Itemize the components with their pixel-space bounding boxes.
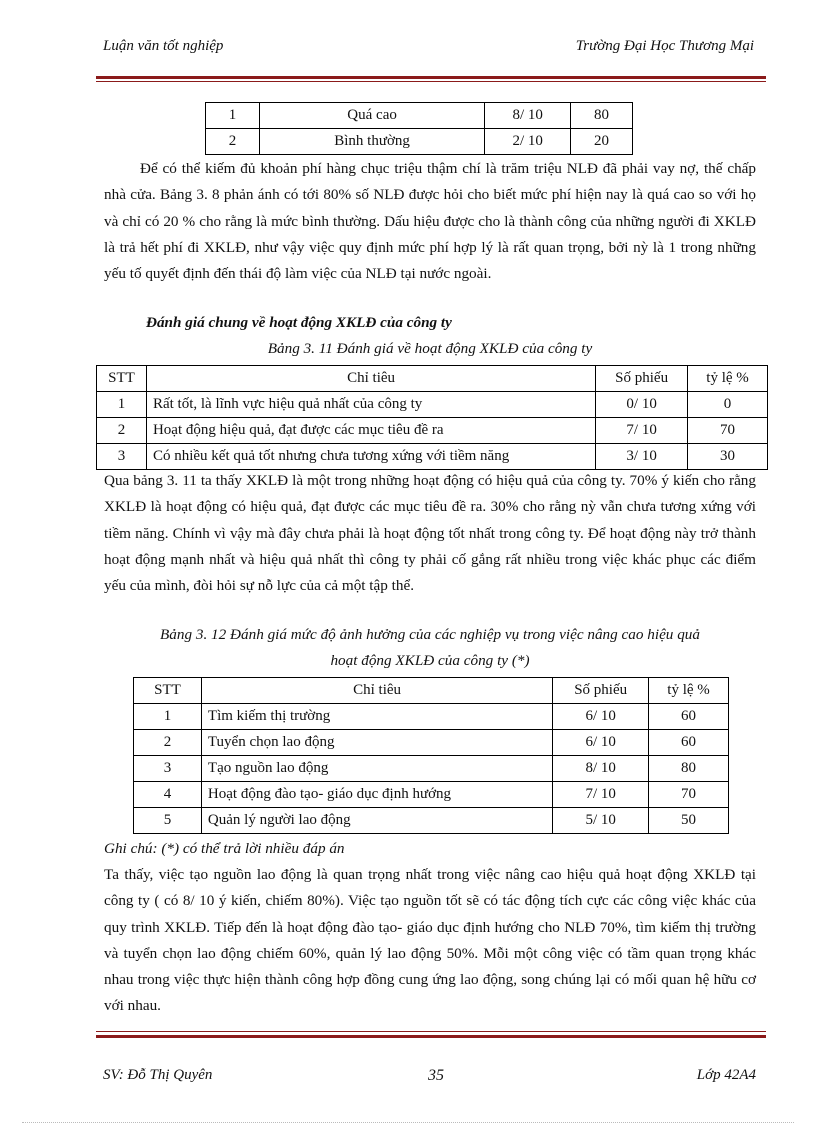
table-3-12	[133, 677, 729, 834]
table-row	[134, 756, 729, 782]
table-cell: 50	[649, 808, 729, 834]
paragraph-1	[104, 156, 756, 287]
table-top	[205, 102, 633, 155]
table-note: Ghi chú: (*) có thể trả lời nhiều đáp án	[104, 840, 345, 857]
table-cell: 0	[688, 392, 768, 418]
table-cell: 4	[134, 782, 202, 808]
table-cell: 2	[97, 418, 147, 444]
table-header-cell: STT	[134, 678, 202, 704]
caption-table-3-12-line1: Bảng 3. 12 Đánh giá mức độ ảnh hưởng của các nghiệp vụ trong việc nâng cao hiệu quả	[160, 626, 700, 643]
footer-rule-thin	[96, 1031, 766, 1032]
table-cell: 5/ 10	[553, 808, 649, 834]
table-cell: 60	[649, 704, 729, 730]
table-row	[134, 782, 729, 808]
table-cell: 1	[206, 103, 260, 129]
table-cell: 6/ 10	[553, 704, 649, 730]
table-cell: 0/ 10	[596, 392, 688, 418]
table-cell: Bình thường	[259, 129, 484, 155]
header-right: Trường Đại Học Thương Mại	[575, 38, 754, 54]
table-cell: 3/ 10	[596, 444, 688, 470]
table-row	[206, 103, 633, 129]
footer-rule	[96, 1035, 766, 1038]
table-cell: 1	[97, 392, 147, 418]
paragraph-2-text: Qua bảng 3. 11 ta thấy XKLĐ là một trong những hoạt động có hiệu quả của công ty. 70% ý kiến cho rằng XKLĐ là hoạt động có hiệu quả, đạt được các mục tiêu đề ra. 30% cho rằng nỳ vẫn chưa tương xứng với tiềm năng. Chính vì vậy mà đây chưa phải là hoạt động tốt nhất trong công ty. Để hoạt động này trở thành hoạt động mạnh nhất và hiệu quả nhất thì công ty phải cố gắng rất nhiều trong việc khác phục các điểm yếu của mình, đòi hỏi sự nỗ lực của cả một tập thể.	[104, 472, 756, 595]
table-row	[134, 730, 729, 756]
caption-table-3-12-line2: hoạt động XKLĐ của công ty (*)	[330, 652, 530, 669]
table-cell: Quản lý người lao động	[201, 808, 552, 834]
table-cell: 70	[649, 782, 729, 808]
section-heading: Đánh giá chung về hoạt động XKLĐ của công ty	[146, 314, 452, 331]
table-cell: Tạo nguồn lao động	[201, 756, 552, 782]
table-row	[97, 418, 768, 444]
table-cell: 3	[134, 756, 202, 782]
table-cell: 3	[97, 444, 147, 470]
table-cell: 8/ 10	[553, 756, 649, 782]
paragraph-1-text: Để có thể kiếm đủ khoản phí hàng chục triệu thậm chí là trăm triệu NLĐ đã phải vay nợ, thế chấp nhà cửa. Bảng 3. 8 phản ánh có tới 80% số NLĐ được hỏi cho biết mức phí hiện nay là quá cao so với họ và chỉ có 20 % cho rằng là mức bình thường. Dấu hiệu được cho là thành công của những người đi XKLĐ là trả hết phí đi XKLĐ, như vậy việc quy định mức phí hợp lý là rất quan trọng, bởi nỳ là 1 trong những yếu tố quyết định đến thái độ làm việc của NLĐ tại nước ngoài.	[104, 160, 756, 283]
table-row	[134, 704, 729, 730]
table-row	[97, 392, 768, 418]
table-cell: 1	[134, 704, 202, 730]
table-3-11	[96, 365, 768, 470]
table-cell: 7/ 10	[553, 782, 649, 808]
paragraph-3	[104, 862, 756, 1020]
table-header-cell: tỷ lệ %	[688, 366, 768, 392]
table-cell: Tìm kiếm thị trường	[201, 704, 552, 730]
footer-page-number: 35	[428, 1067, 444, 1084]
paragraph-2	[104, 468, 756, 599]
caption-table-3-11: Bảng 3. 11 Đánh giá về hoạt động XKLĐ của công ty	[267, 340, 593, 357]
table-cell: 80	[571, 103, 633, 129]
table-row	[134, 808, 729, 834]
table-header-cell: Chỉ tiêu	[146, 366, 595, 392]
table-header-row	[134, 678, 729, 704]
table-header-cell: Số phiếu	[596, 366, 688, 392]
table-header-cell: tỷ lệ %	[649, 678, 729, 704]
table-cell: Tuyển chọn lao động	[201, 730, 552, 756]
table-cell: Hoạt động hiệu quả, đạt được các mục tiêu đề ra	[146, 418, 595, 444]
table-cell: 30	[688, 444, 768, 470]
header-rule	[96, 76, 766, 79]
table-cell: 60	[649, 730, 729, 756]
table-cell: 2/ 10	[485, 129, 571, 155]
table-cell: 80	[649, 756, 729, 782]
table-header-cell: Chỉ tiêu	[201, 678, 552, 704]
table-cell: Có nhiều kết quả tốt nhưng chưa tương xứng với tiềm năng	[146, 444, 595, 470]
table-cell: 2	[206, 129, 260, 155]
header-left: Luận văn tốt nghiệp	[103, 38, 224, 54]
table-cell: Rất tốt, là lĩnh vực hiệu quả nhất của công ty	[146, 392, 595, 418]
table-cell: 70	[688, 418, 768, 444]
table-header-cell: Số phiếu	[553, 678, 649, 704]
table-header-cell: STT	[97, 366, 147, 392]
table-row	[206, 129, 633, 155]
table-cell: 5	[134, 808, 202, 834]
footer-student: SV: Đỗ Thị Quyên	[103, 1067, 213, 1083]
footer-class: Lớp 42A4	[696, 1067, 756, 1083]
table-row	[97, 444, 768, 470]
header-rule-thin	[96, 81, 766, 82]
table-header-row	[97, 366, 768, 392]
table-cell: 6/ 10	[553, 730, 649, 756]
table-cell: Hoạt động đào tạo- giáo dục định hướng	[201, 782, 552, 808]
table-cell: 20	[571, 129, 633, 155]
paragraph-3-text: Ta thấy, việc tạo nguồn lao động là quan trọng nhất trong việc nâng cao hiệu quả hoạt động XKLĐ tại công ty ( có 8/ 10 ý kiến, chiếm 80%). Việc tạo nguồn tốt sẽ có tác động tích cực các công việc khác của quy trình XKLĐ. Tiếp đến là hoạt động đào tạo- giáo dục định hướng cho NLĐ 70%, tìm kiếm thị trường và tuyển chọn lao động chiếm 60%, quản lý lao động 50%. Mỗi một công việc có tầm quan trọng khác nhau trong việc thực hiện thành công hợp đồng cung ứng lao động, song chúng lại có mối quan hệ hữu cơ với nhau.	[104, 866, 756, 1015]
table-cell: 2	[134, 730, 202, 756]
table-cell: 8/ 10	[485, 103, 571, 129]
table-cell: 7/ 10	[596, 418, 688, 444]
table-cell: Quá cao	[259, 103, 484, 129]
